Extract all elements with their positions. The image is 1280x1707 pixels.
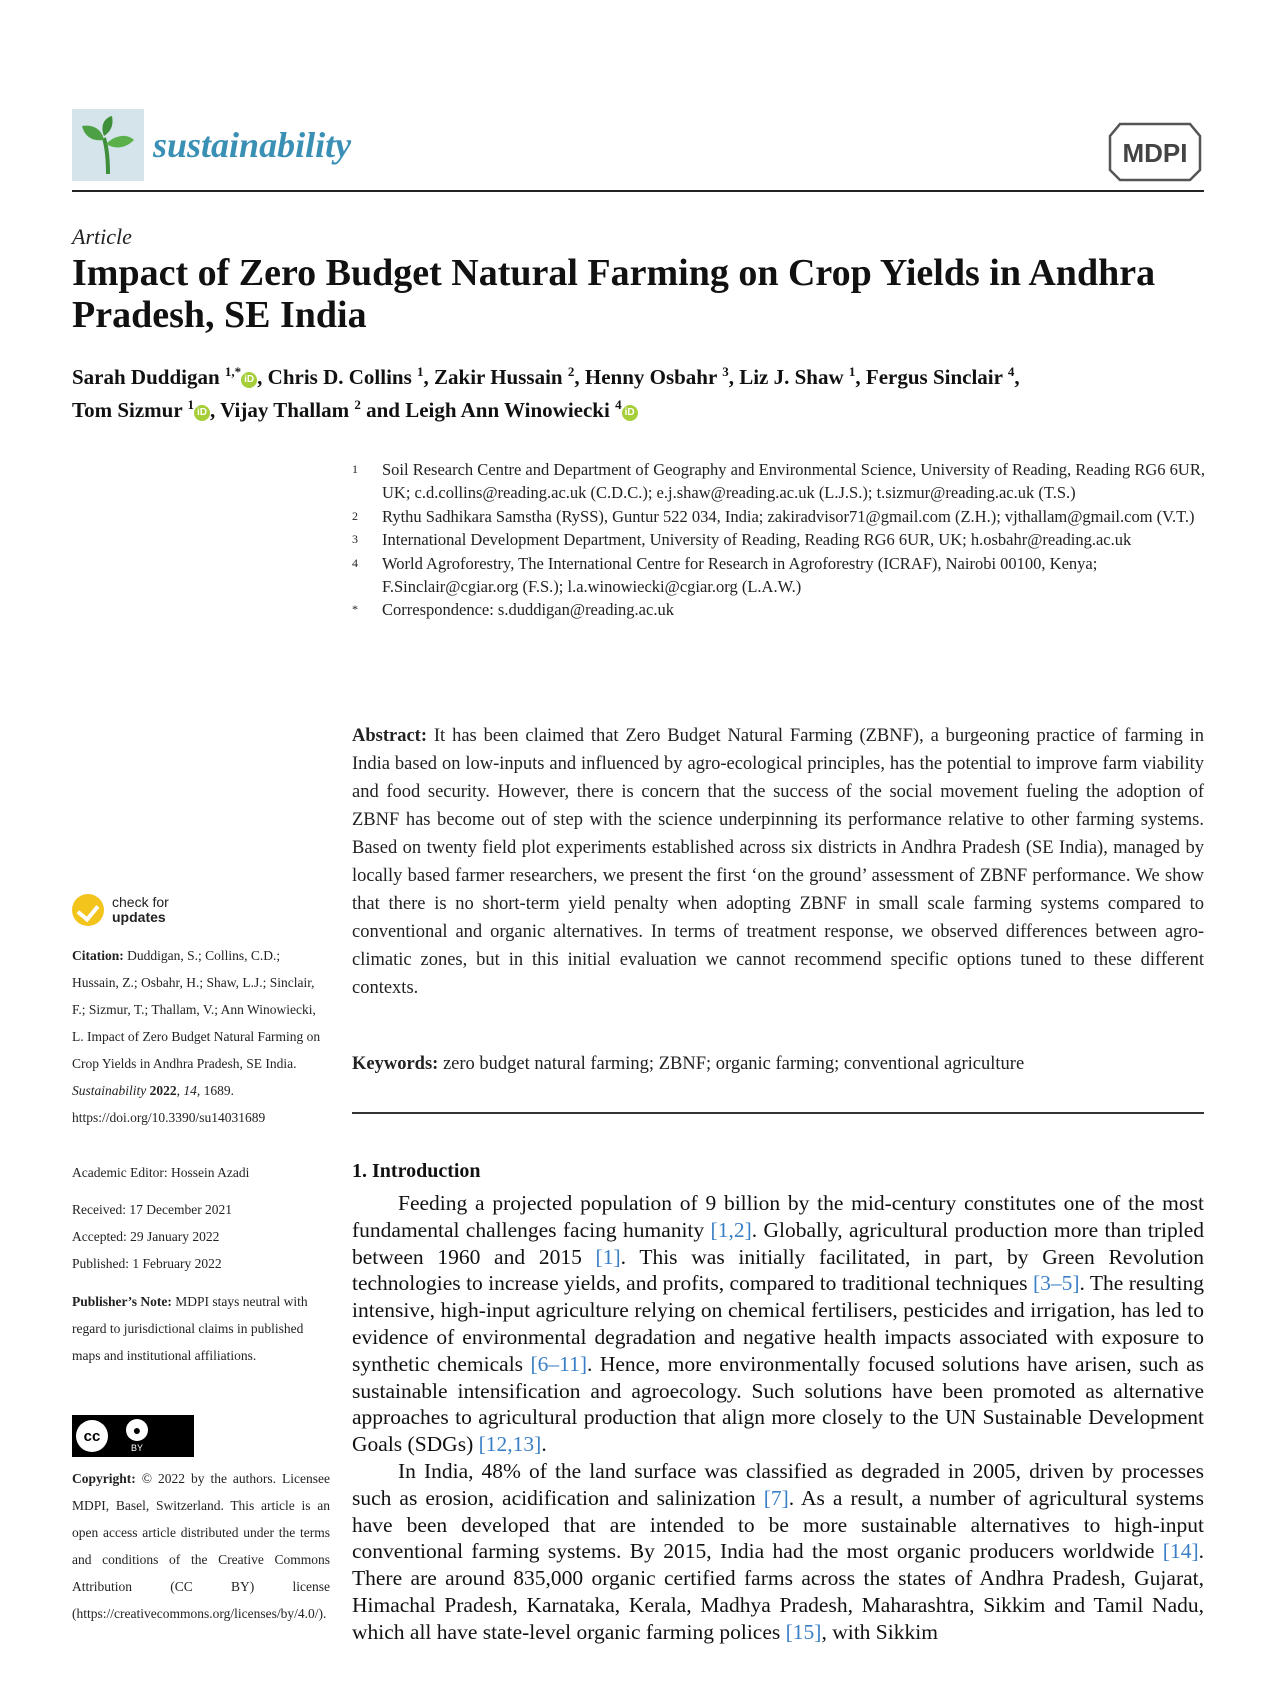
author[interactable]: Sarah Duddigan bbox=[72, 365, 220, 389]
person-icon: ● bbox=[126, 1419, 148, 1441]
paragraph: Feeding a projected population of 9 billion by the mid-century constitutes one of the most fundamental challenges facing humanity [1,2]. Globally, agricultural production more than tripled between 1960 and 2015 [1]. This was initially facilitated, in part, by Green Revolution technologies to increase yields, and profits, compared to traditional techniques [3–5]. The resulting intensive, high-input agriculture relying on chemical fertilisers, pesticides and irrigation, has led to evidence of environmental degradation and negative health impacts associated with exposure to synthetic chemicals [6–11]. Hence, more environmentally focused solutions have arisen, such as sustainable intensification and agroecology. Such solutions have been promoted as alternative approaches to agricultural production that align more closely to the UN Sustainable Development Goals (SDGs) [12,13]. bbox=[352, 1191, 1205, 1457]
author[interactable]: Leigh Ann Winowiecki bbox=[405, 398, 610, 422]
author[interactable]: Henny Osbahr bbox=[584, 365, 717, 389]
publisher-note: Publisher’s Note: MDPI stays neutral with regard to jurisdictional claims in published maps and institutional affiliations. bbox=[72, 1294, 308, 1363]
cc-by-license-badge[interactable]: cc ● BY bbox=[72, 1415, 194, 1457]
mdpi-logo bbox=[1108, 118, 1202, 182]
affiliation: 2 Rythu Sadhikara Samstha (RySS), Guntur 522 034, India; zakiradvisor71@gmail.com (Z.H.); vjthallam@gmail.com (V.T.) bbox=[352, 506, 1195, 526]
article-title: Impact of Zero Budget Natural Farming on Crop Yields in Andhra Pradesh, SE India bbox=[72, 252, 1156, 336]
citation-link[interactable]: [7] bbox=[763, 1485, 789, 1510]
section-divider bbox=[352, 1112, 1204, 1114]
citation-link[interactable]: [1,2] bbox=[710, 1217, 752, 1242]
svg-text:MDPI: MDPI bbox=[1122, 138, 1188, 168]
journal-logo bbox=[72, 109, 144, 181]
check-for-updates-button[interactable]: check for updates bbox=[72, 894, 169, 926]
affiliation: 1 Soil Research Centre and Department of Geography and Environmental Science, University of Reading, Reading RG6 6UR, UK; c.d.collins@reading.ac.uk (C.D.C.); e.j.shaw@reading.ac.uk (L.J.S.); t.sizmur@reading.ac.uk (T.S.) bbox=[352, 460, 1205, 503]
affiliations bbox=[352, 458, 1212, 622]
doi-link[interactable]: , 1689. https://doi.org/10.3390/su14031689 bbox=[72, 1083, 266, 1125]
author[interactable]: Vijay Thallam bbox=[220, 398, 350, 422]
journal-name: sustainability bbox=[153, 125, 352, 165]
citation-link[interactable]: [1] bbox=[595, 1244, 621, 1269]
orcid-icon[interactable]: iD bbox=[194, 405, 210, 421]
keywords bbox=[352, 1054, 1204, 1075]
author-list: Sarah Duddigan $^{1,*}$iD , Chris D. Collins $^1$, Zakir Hussain $^2$, Henny Osbahr $^3$, Liz J. Shaw $^1$, Fergus Sinclair $^4$, Tom Sizmur $^1$iD , Vijay Thallam $^2$ and Leigh Ann Winowiecki $^4$iD bbox=[72, 364, 1020, 422]
keywords-text: zero budget natural farming; ZBNF; organic farming; conventional agriculture bbox=[442, 1054, 1025, 1074]
academic-editor: Academic Editor: Hossein Azadi bbox=[72, 1165, 250, 1180]
citation-link[interactable]: [3–5] bbox=[1032, 1271, 1080, 1296]
correspondence: * Correspondence: s.duddigan@reading.ac.uk bbox=[352, 600, 674, 620]
citation-link[interactable]: [14] bbox=[1162, 1539, 1199, 1564]
orcid-icon[interactable]: iD bbox=[241, 372, 257, 388]
citation-block: Citation: Duddigan, S.; Collins, C.D.; Hussain, Z.; Osbahr, H.; Shaw, L.J.; Sinclair, F.; Sizmur, T.; Thallam, V.; Ann Winowiecki, L. Impact of Zero Budget Natural Farming on Crop Yields in Andhra Pradesh, SE India. Sustainability 2022, 14, 1689. https://doi.org/10.3390/su14031689 bbox=[72, 948, 321, 1125]
citation-link[interactable]: [12,13] bbox=[478, 1432, 542, 1457]
citation-link[interactable]: [6–11] bbox=[530, 1351, 588, 1376]
author[interactable]: Zakir Hussain bbox=[434, 365, 563, 389]
copyright-notice: Copyright: © 2022 by the authors. Licensee MDPI, Basel, Switzerland. This article is an open access article distributed under the terms and conditions of the Creative Commons Attribution (CC BY) license (https://creativecommons.org/licenses/by/4.0/). bbox=[72, 1471, 330, 1621]
abstract-text: It has been claimed that Zero Budget Natural Farming (ZBNF), a burgeoning practice of farming in India based on low-inputs and influenced by agro-ecological principles, has the potential to improve farm viability and food security. However, there is concern that the success of the social movement fueling the adoption of ZBNF has become out of step with the science underpinning its performance relative to other farming systems. Based on twenty field plot experiments established across six districts in Andhra Pradesh (SE India), managed by locally based farmer researchers, we present the first ‘on the ground’ assessment of ZBNF performance. We show that there is no short-term yield penalty when adopting ZBNF in small scale farming systems compared to conventional and organic alternatives. In terms of treatment response, we observed differences between agro-climatic zones, but in this initial evaluation we cannot recommend specific options tuned to these different contexts. bbox=[352, 726, 1204, 998]
abstract bbox=[352, 722, 1204, 1002]
header-rule bbox=[72, 190, 1204, 192]
affiliation: 3 International Development Department, University of Reading, Reading RG6 6UR, UK; h.osbahr@reading.ac.uk bbox=[352, 530, 1132, 550]
cc-icon: cc bbox=[76, 1420, 108, 1452]
publication-dates: Received: 17 December 2021 Accepted: 29 January 2022 Published: 1 February 2022 bbox=[72, 1202, 233, 1271]
author[interactable]: Fergus Sinclair bbox=[865, 365, 1003, 389]
author[interactable]: Chris D. Collins bbox=[267, 365, 412, 389]
citation-link[interactable]: [15] bbox=[785, 1619, 822, 1644]
check-icon bbox=[72, 894, 104, 926]
introduction-body bbox=[352, 1190, 1204, 1646]
section-heading: 1. Introduction bbox=[352, 1160, 481, 1182]
affiliation: 4 World Agroforestry, The International Centre for Research in Agroforestry (ICRAF), Nairobi 00100, Kenya; F.Sinclair@cgiar.org (F.S.); l.a.winowiecki@cgiar.org (L.A.W.) bbox=[352, 553, 1098, 597]
article-type: Article bbox=[72, 224, 132, 249]
orcid-icon[interactable]: iD bbox=[622, 405, 638, 421]
author[interactable]: Tom Sizmur bbox=[72, 398, 183, 422]
author[interactable]: Liz J. Shaw bbox=[739, 365, 844, 389]
abstract-label: Abstract: bbox=[352, 726, 428, 746]
paragraph: In India, 48% of the land surface was classified as degraded in 2005, driven by processes such as erosion, acidification and salinization [7]. As a result, a number of agricultural systems have been developed that are intended to be more sustainable alternatives to high-input conventional farming systems. By 2015, India had the most organic producers worldwide [14]. There are around 835,000 organic certified farms across the states of Andhra Pradesh, Gujarat, Himachal Pradesh, Karnataka, Kerala, Madhya Pradesh, Maharashtra, Sikkim and Tamil Nadu, which all have state-level organic farming polices [15], with Sikkim bbox=[352, 1458, 1204, 1644]
plant-icon bbox=[80, 114, 136, 176]
keywords-label: Keywords: bbox=[352, 1054, 439, 1074]
